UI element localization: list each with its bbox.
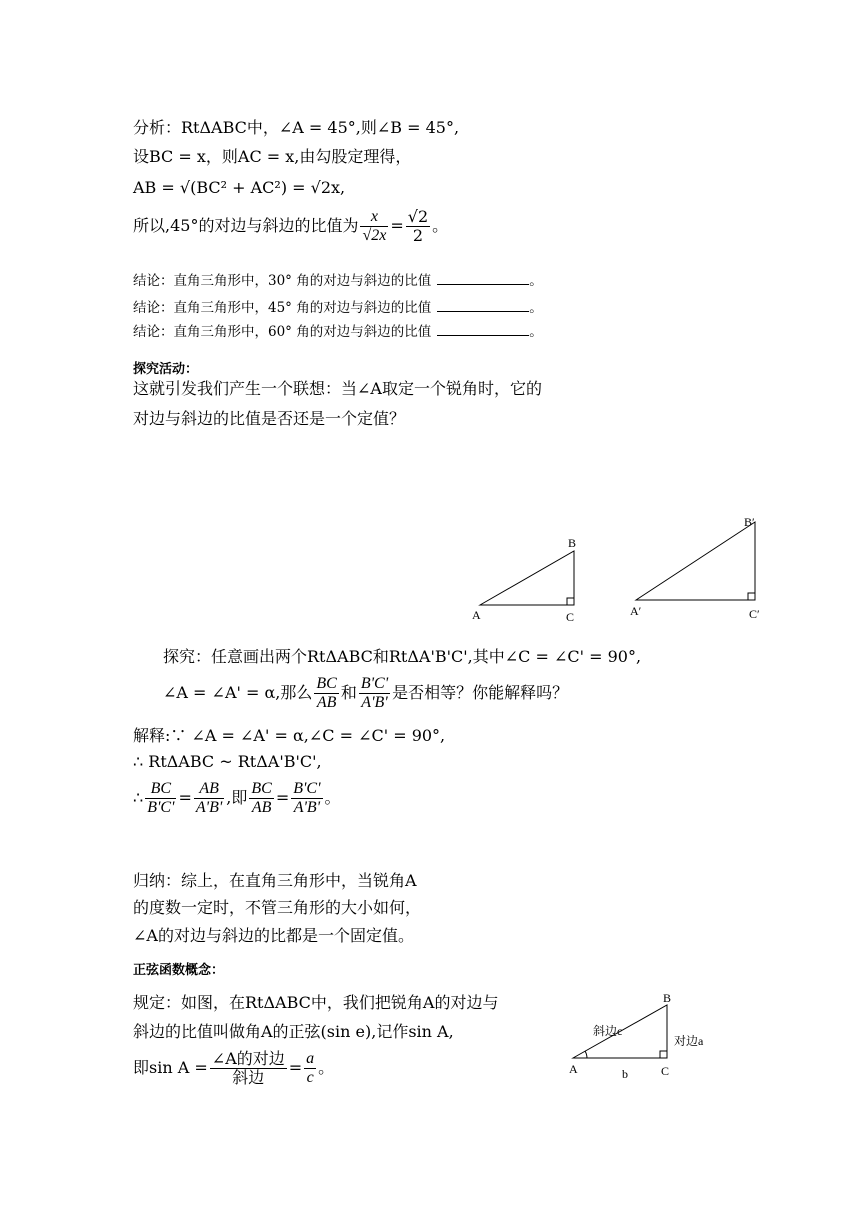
and-word: 和 <box>340 683 357 702</box>
explore-line-1: 探究：任意画出两个RtΔABC和RtΔA'B'C',其中∠C = ∠C' = 90°, <box>163 647 642 666</box>
frac-num: a <box>306 1050 315 1067</box>
analysis-line-2: 设BC = x，则AC = x,由勾股定理得， <box>133 147 412 166</box>
frac-num: B'C' <box>293 780 321 797</box>
frac-den: 斜边 <box>232 1068 265 1087</box>
label-a-prime: A′ <box>630 604 642 618</box>
label-adjacent: b <box>622 1067 628 1081</box>
frac-num: x <box>360 208 388 227</box>
label-b: B <box>568 536 577 550</box>
ratio-suffix: 。 <box>432 216 449 235</box>
sine-line-1: 规定：如图，在RtΔABC中，我们把锐角A的对边与 <box>133 993 499 1012</box>
label-opposite: 对边a <box>674 1034 704 1048</box>
conclusion-60 <box>133 322 543 342</box>
that-is: ,即 <box>226 788 248 807</box>
explore-heading: 探究活动： <box>133 362 199 377</box>
similar-triangles-figure <box>460 505 780 630</box>
sine-fraction-2 <box>304 1050 316 1087</box>
frac-den: AB <box>316 694 337 711</box>
conclusion-end: 。 <box>529 300 543 316</box>
frac-num: AB <box>194 780 224 799</box>
triangle-a-b-c-prime <box>636 522 755 600</box>
label-b-prime: B′ <box>744 515 755 529</box>
frac-den: c <box>306 1069 314 1086</box>
right-angle-mark <box>660 1051 667 1058</box>
fraction-1 <box>145 780 176 817</box>
triangle-abc <box>480 551 574 605</box>
conclusion-text: 结论：直角三角形中，60° 角的对边与斜边的比值 <box>133 324 432 340</box>
right-angle-mark <box>567 598 574 605</box>
frac-num: B'C' <box>360 675 389 692</box>
summary-line-1: 归纳：综上，在直角三角形中，当锐角A <box>133 871 417 890</box>
sine-end: 。 <box>318 1058 335 1077</box>
fraction-3 <box>249 780 273 817</box>
explain-line-3 <box>133 776 341 820</box>
label-a: A <box>472 608 481 622</box>
explore-line-2 <box>163 671 568 715</box>
frac-den: 2 <box>412 226 424 245</box>
sine-line-3 <box>133 1046 334 1090</box>
sine-fraction-1 <box>210 1050 287 1087</box>
label-hypotenuse: 斜边c <box>593 1024 623 1038</box>
summary-line-2: 的度数一定时，不管三角形的大小如何， <box>133 898 422 917</box>
explain-line-2: ∴ RtΔABC ~ RtΔA'B'C', <box>133 752 322 771</box>
analysis-line-3: AB = √(BC² + AC²) = √2x, <box>133 178 346 197</box>
frac-num: BC <box>145 780 176 799</box>
analysis-line-1: 分析：RtΔABC中，∠A = 45°,则∠B = 45°, <box>133 118 460 137</box>
label-c: C <box>661 1064 670 1078</box>
explore-question-2: 对边与斜边的比值是否还是一个定值？ <box>133 409 406 428</box>
fraction-2 <box>194 780 224 817</box>
conclusion-45 <box>133 298 543 318</box>
explain-line-1: 解释:∵ ∠A = ∠A' = α,∠C = ∠C' = 90°, <box>133 726 446 745</box>
sine-heading: 正弦函数概念： <box>133 963 225 978</box>
ratio-fraction-1 <box>360 208 388 245</box>
frac-num: BC <box>316 675 337 692</box>
label-c: C <box>566 610 575 624</box>
answer-blank[interactable] <box>437 272 529 285</box>
answer-blank[interactable] <box>437 323 529 336</box>
explore-suffix: 是否相等？你能解释吗？ <box>392 683 569 702</box>
angle-a-arc <box>585 1051 587 1058</box>
therefore-sign: ∴ <box>133 788 144 807</box>
frac-den: AB <box>251 799 272 816</box>
frac-den: A'B' <box>361 694 388 711</box>
frac-num: ∠A的对边 <box>211 1049 285 1068</box>
analysis-line-4: 所以,45°的对边与斜边的比值为 $\frac{x}{√2x}$ = $\frac{√2}{2}$ 。 <box>133 207 449 245</box>
frac-den: √2x <box>362 227 387 244</box>
explain-end: 。 <box>324 788 341 807</box>
equals-sign: = <box>288 1058 303 1077</box>
conclusion-30 <box>133 271 543 291</box>
label-a: A <box>569 1062 578 1076</box>
label-c-prime: C′ <box>749 607 760 621</box>
conclusion-end: 。 <box>529 324 543 340</box>
equals-sign: = <box>178 788 192 807</box>
equals-sign: = <box>275 788 290 807</box>
answer-blank[interactable] <box>437 299 529 312</box>
frac-den: B'C' <box>147 799 175 816</box>
fraction-bc-ab <box>314 675 338 712</box>
conclusion-text: 结论：直角三角形中，30° 角的对边与斜边的比值 <box>133 273 432 289</box>
sine-prefix: 即sin A = <box>133 1058 208 1077</box>
ratio-fraction-2 <box>406 208 430 245</box>
fraction-bc-ab-prime <box>359 675 390 712</box>
frac-num: √2 <box>407 207 429 226</box>
right-angle-mark-prime <box>748 593 755 600</box>
explore-question-1: 这就引发我们产生一个联想：当∠A取定一个锐角时，它的 <box>133 379 542 398</box>
frac-den: A'B' <box>293 799 321 816</box>
explore-prefix: ∠A = ∠A' = α,那么 <box>163 683 313 702</box>
sine-line-2: 斜边的比值叫做角A的正弦(sin e),记作sin A, <box>133 1022 454 1041</box>
conclusion-end: 。 <box>529 273 543 289</box>
sine-triangle-figure <box>560 988 730 1088</box>
label-b: B <box>663 991 672 1005</box>
frac-num: BC <box>251 780 272 797</box>
frac-den: A'B' <box>195 799 223 816</box>
conclusion-text: 结论：直角三角形中，45° 角的对边与斜边的比值 <box>133 300 432 316</box>
summary-line-3: ∠A的对边与斜边的比都是一个固定值。 <box>133 926 414 945</box>
ratio-prefix: 所以,45°的对边与斜边的比值为 <box>133 216 359 235</box>
fraction-4 <box>291 780 322 817</box>
